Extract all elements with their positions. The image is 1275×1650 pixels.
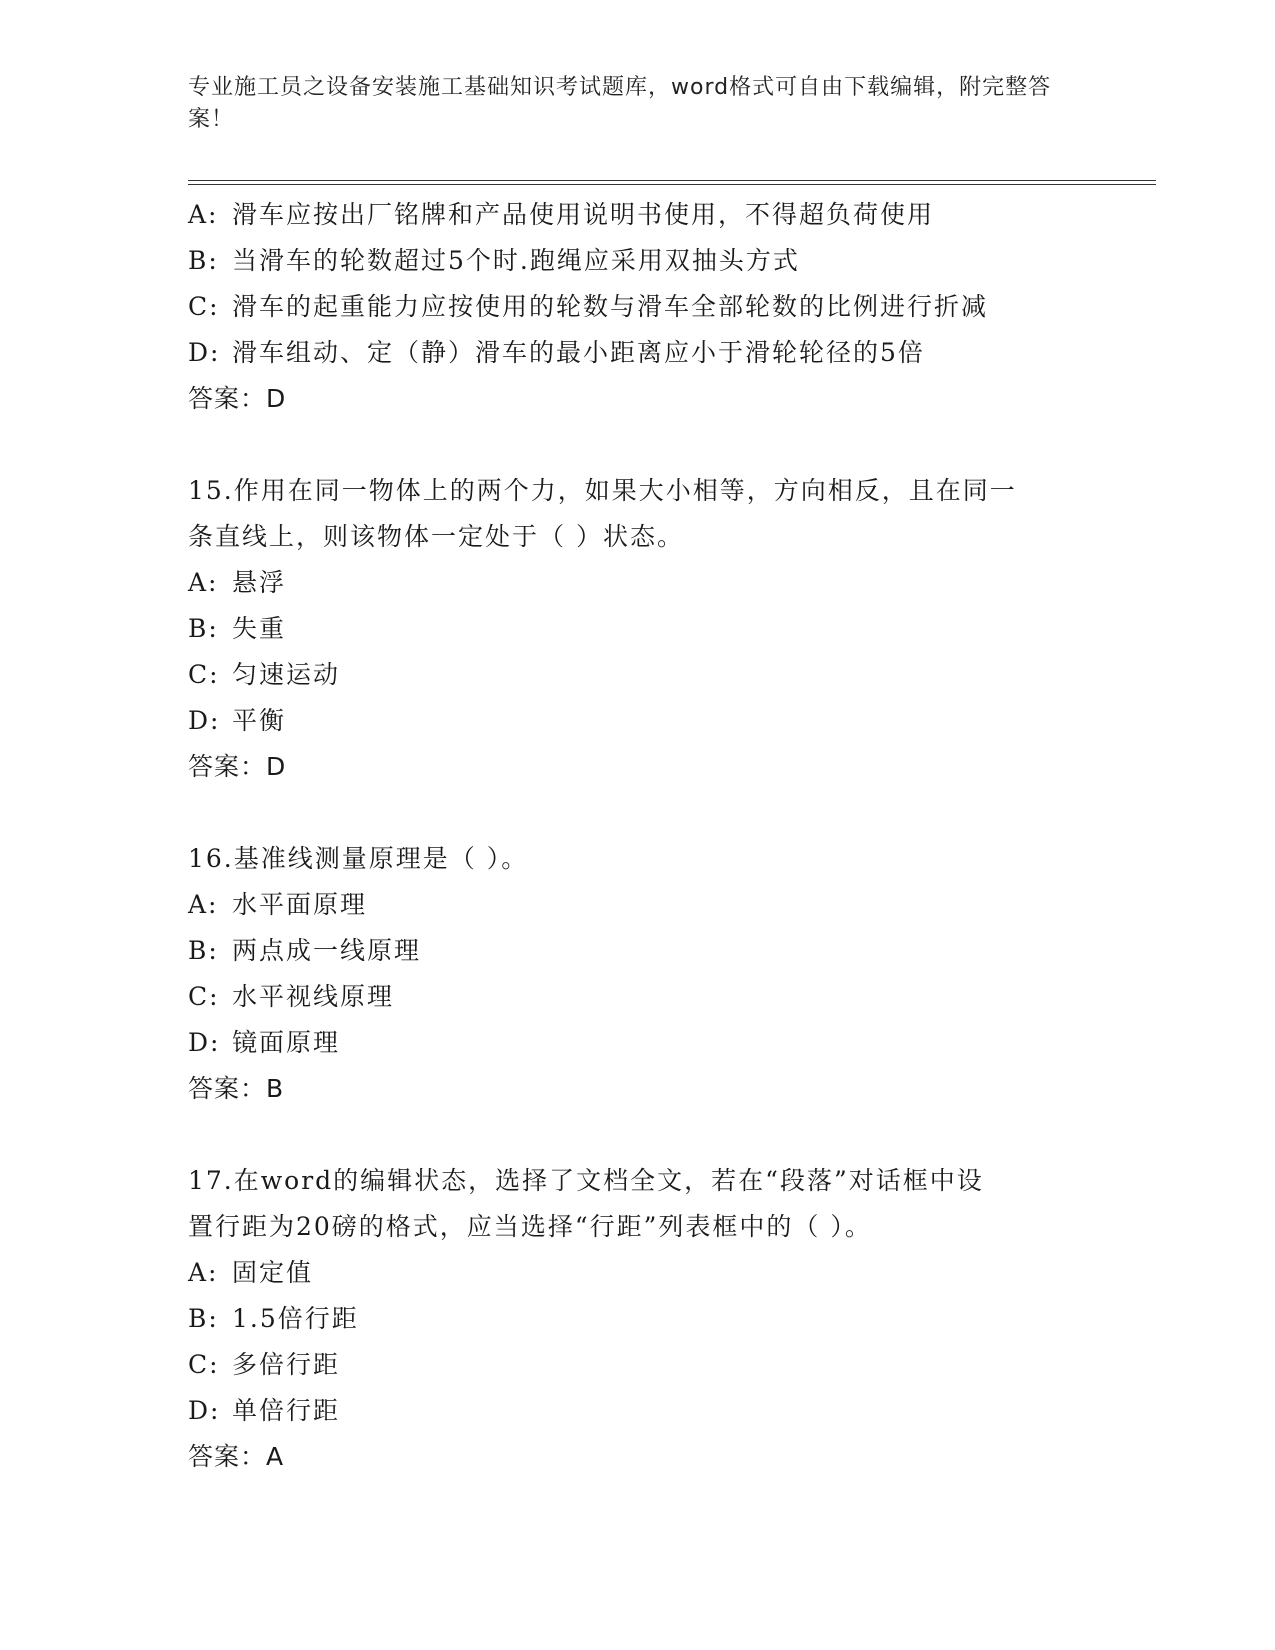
option-a [188,560,1088,606]
question-text-line: 条直线上，则该物体一定处于（ ）状态。 [188,522,684,551]
option-key: D: [188,338,221,367]
question-15 [188,468,1088,790]
option-text: 匀速运动 [232,660,341,689]
option-key: C: [188,1350,220,1379]
option-key: B: [188,936,219,965]
option-d [188,698,1088,744]
option-text: 两点成一线原理 [232,936,422,965]
option-d [188,1020,1088,1066]
question-17 [188,1158,1088,1480]
option-c [188,284,1088,330]
header-divider-bottom [188,184,1156,185]
option-text: 滑车应按出厂铭牌和产品使用说明书使用，不得超负荷使用 [232,200,935,229]
option-text: 当滑车的轮数超过5个时.跑绳应采用双抽头方式 [232,246,800,275]
document-header: 专业施工员之设备安装施工基础知识考试题库，word格式可自由下载编辑，附完整答案！ [188,75,1052,132]
option-key: B: [188,1304,219,1333]
option-b [188,606,1088,652]
option-text: 悬浮 [232,568,287,597]
answer-line: 答案：D [188,384,287,413]
option-c [188,974,1088,1020]
option-key: B: [188,614,219,643]
option-c [188,1342,1088,1388]
question-14 [188,192,1088,422]
option-text: 多倍行距 [232,1350,341,1379]
question-text-line: 15.作用在同一物体上的两个力，如果大小相等，方向相反，且在同一 [188,476,1017,505]
question-list [188,192,1088,1480]
option-key: D: [188,706,221,735]
option-key: D: [188,1396,221,1425]
answer-line: 答案：B [188,1074,285,1103]
option-b [188,1296,1088,1342]
option-c [188,652,1088,698]
option-key: A: [188,1258,219,1287]
option-a [188,882,1088,928]
option-key: A: [188,200,219,229]
question-16 [188,836,1088,1112]
option-key: A: [188,890,219,919]
option-d [188,1388,1088,1434]
answer-line: 答案：A [188,1442,285,1471]
option-text: 水平面原理 [232,890,368,919]
question-text-line: 置行距为20磅的格式，应当选择“行距”列表框中的（ ）。 [188,1212,872,1241]
option-a [188,1250,1088,1296]
option-b [188,928,1088,974]
question-text-line: 16.基准线测量原理是（ ）。 [188,844,529,873]
option-a [188,192,1088,238]
option-text: 1.5倍行距 [232,1304,359,1333]
option-key: D: [188,1028,221,1057]
option-key: A: [188,568,219,597]
option-text: 单倍行距 [232,1396,341,1425]
answer-line: 答案：D [188,752,287,781]
option-key: C: [188,982,220,1011]
option-text: 固定值 [232,1258,314,1287]
option-b [188,238,1088,284]
option-text: 平衡 [232,706,287,735]
option-text: 滑车组动、定（静）滑车的最小距离应小于滑轮轮径的5倍 [232,338,925,367]
option-d [188,330,1088,376]
option-text: 失重 [232,614,287,643]
option-key: B: [188,246,219,275]
option-text: 水平视线原理 [232,982,395,1011]
option-text: 滑车的起重能力应按使用的轮数与滑车全部轮数的比例进行折减 [232,292,989,321]
option-key: C: [188,292,220,321]
header-divider-top [188,180,1156,181]
option-text: 镜面原理 [232,1028,341,1057]
question-text-line: 17.在word的编辑状态，选择了文档全文，若在“段落”对话框中设 [188,1166,984,1195]
option-key: C: [188,660,220,689]
